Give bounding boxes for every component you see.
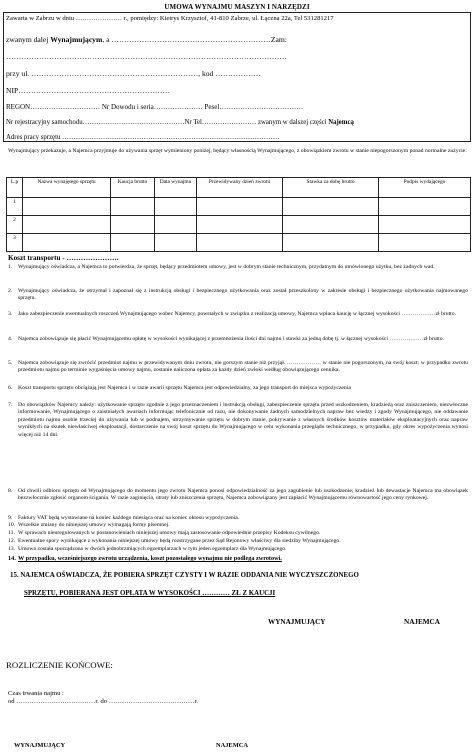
- clause-1: [8, 264, 468, 271]
- clause-7: [8, 402, 468, 439]
- regon-line: REGON………………………… Nr Dowodu i seria………………… Pesel………………………………: [6, 103, 304, 111]
- table-cell[interactable]: [23, 234, 111, 252]
- clause-number: 2.: [8, 288, 13, 294]
- clause-number: 14.: [8, 555, 16, 562]
- sign-lessor-label: WYNAJMUJĄCY: [268, 618, 326, 626]
- clause-5: [8, 360, 468, 375]
- table-cell[interactable]: [379, 198, 471, 216]
- clause-text: Wynajmujący oświadcza, że otrzymał i zapoznał się z instrukcją obsługi i bezpiecznego użytkowania oraz został przeszkolony w zakresie obsługi i bezpiecznego użytkowania najmowanego sprzętu.: [18, 288, 468, 302]
- clause-text: Wynajmujący oświadcza, a Najemca to potwierdza, że sprzęt, będący przedmiotem umowy, jest w dobrym stanie technicznym, przydatnym do umówionego użytku, bez żadnych wad.: [18, 264, 435, 270]
- col-header-daily-rate: Stawka za dobę brutto: [283, 178, 379, 198]
- clause-text: W przypadku, wcześniejszego zwrotu urządzenia, koszt pozostałego wynajmu nie podlega zwrotowi.: [18, 555, 282, 562]
- bottom-sign-lessee-label: NAJEMCA: [216, 742, 248, 749]
- clause-2: [8, 288, 468, 303]
- clause-text: Do obowiązków Najemcy należy: użytkowanie sprzętu zgodnie z jego przeznaczeniem i instrukcją obsługi, zabezpieczenie sprzętu przed uszkodzeniem, kradzieżą oraz zniszczeniem, niezwłoczne informowanie, Wynajmującego o zaistniałych awariach informując telefonicznie od razu, nie dokonywanie żadnych samodzielnych napraw bez wiedzy i zgody Wynajmującego, nie oddawanie przedmiotu najmu osobie trzeciej do używania lub w podnajem, utrzymywanie sprzętu w dobrym stanie, pokrywanie z własnych środków kosztów materiałów eksploatacyjnych oraz napraw wynikłych na skutek niewłaściwej eksploatacji, dostarczenie na swój koszt sprzętu do Wynajmującego w celu wykonania przeglądu technicznego, w przypadku, gdy okres wypożyczenia wynosi więcej niż 14 dni.: [18, 402, 468, 438]
- clause-10: [8, 522, 468, 529]
- address-street-line: przy ul. …………………………………………………………, kod ………………: [6, 69, 261, 78]
- clause-number: 11.: [8, 530, 15, 536]
- table-cell[interactable]: [111, 234, 155, 252]
- table-cell[interactable]: [379, 234, 471, 252]
- col-header-deposit: Kaucja brutto: [111, 178, 155, 198]
- table-cell[interactable]: [283, 234, 379, 252]
- clause-text: Faktury VAT będą wystawiane na koniec każdego miesiąca oraz na koniec okresu wypożyczenia.: [18, 515, 240, 521]
- page-title: UMOWA WYNAJMU MASZYN I NARZĘDZI: [164, 3, 310, 11]
- clause-number: 1.: [8, 264, 13, 270]
- table-cell[interactable]: [111, 198, 155, 216]
- clause-text: Ewentualne spory wynikające z wykonania niniejszej umowy będą rozstrzygane przez Sąd Rejonowy właściwy dla siedziby Wynajmującego.: [18, 538, 341, 544]
- table-cell[interactable]: [111, 216, 155, 234]
- table-cell[interactable]: [155, 234, 197, 252]
- clause-number: 3.: [8, 311, 13, 317]
- clause-14: [8, 555, 468, 562]
- bottom-sign-lessor-label: WYNAJMUJĄCY: [14, 742, 66, 749]
- header-line-1: Zawarta w Zabrzu w dniu ………………… r., pomiędzy: Kietrys Krzysztof, 41-810 Zabrze, ul. Łączna 22a, Tel 531281217: [6, 15, 334, 22]
- table-cell[interactable]: [197, 216, 283, 234]
- col-header-name: Nazwa wynajętego sprzętu: [23, 178, 111, 198]
- nip-line: NIP……………………………………………………: [6, 86, 171, 95]
- table-cell[interactable]: [379, 216, 471, 234]
- clause-3: [8, 311, 468, 318]
- clause-number: 12.: [8, 538, 16, 544]
- col-header-lp: L.p: [7, 178, 23, 198]
- header-line-3: …………………………………………………………………………………………………: [6, 52, 287, 61]
- work-address-line: Adres pracy sprzętu ……………………………………………………………………………………: [6, 134, 280, 141]
- clause-text: Najemca zobowiązuje się płacić Wynajmującemu opłatę w wysokości wynikającej z przemnożenia ilości dni najmu i stawki za jedną dobę tj. w łącznej wysokości ………………zł brutto.: [18, 336, 444, 342]
- clause-text: Koszt transportu sprzętu obciążają jest Najemca i w razie awarii sprzętu Najemca jest odpowiedzialny, za jego transport do miejsca wypożyczenia: [18, 385, 351, 391]
- clause-number: 5.: [8, 360, 13, 366]
- clause-number: 7.: [8, 402, 13, 408]
- table-header-row: [7, 178, 471, 198]
- vehicle-line-text: Nr rejestracyjny samochodu………………………………………Nr Tel…………………… zwanym w dalszej części: [6, 119, 329, 126]
- clause-12: [8, 538, 468, 545]
- clause-4: [8, 336, 468, 343]
- header-line-2-suffix: , a ………………………………………………………Zam:: [102, 35, 287, 44]
- transport-cost-heading: Koszt transportu - ………………….: [8, 254, 119, 262]
- header-line-2-prefix: zwanym dalej: [6, 35, 51, 44]
- clause-11: [8, 530, 468, 537]
- col-header-rent-date: Data wynajmu: [155, 178, 197, 198]
- clause-text: Od chwili odbioru sprzętu od Wynajmującego do momentu jego zwrotu Najemca ponosi odpowiedzialność za jego zagubienie lub uszkodzenie; kradzież lub dewastacje Najemca ma obowiązek bezzwłocznie zgłosić organom ścigania. W razie zaginięcia, utraty lub zniszczenia sprzętu, Najemca zobowiązany jest zapłacić Wynajmującemu równowartość jego ceny rynkowej.: [18, 488, 468, 502]
- clause-number: 10.: [8, 522, 16, 528]
- table-cell[interactable]: [155, 198, 197, 216]
- clause-text: W sprawach nieuregulowanych w postanowieniach niniejszej umowy mają zastosowanie odpowiednie przepisy Kodeksu cywilnego.: [18, 530, 321, 536]
- table-cell[interactable]: [283, 216, 379, 234]
- sign-lessee-label: NAJEMCA: [404, 618, 440, 626]
- clause-text: Najemca zobowiązuje się zwrócić przedmiot najmu w przewidywanym dniu zwrotu, nie gorszym stanie niż przyjął. ……………… w stanie nie pogorszonym, na swój koszt; w przypadku zwrotu przedmiotu najmu po terminie wygaśnięcia umowy najmu, zostanie naliczona opłata za każdy dzień zwłoki według obowiązującego cennika.: [18, 360, 468, 374]
- settlement-heading: ROZLICZENIE KOŃCOWE:: [6, 660, 113, 670]
- lessee-label: Najemcą: [328, 119, 354, 126]
- equipment-table: [6, 177, 471, 252]
- clause-6: [8, 385, 468, 392]
- clause-number: 9.: [8, 515, 13, 521]
- table-row: [7, 216, 471, 234]
- table-row: [7, 234, 471, 252]
- table-cell[interactable]: [23, 216, 111, 234]
- clause-13: [8, 546, 468, 553]
- clause-number: 8.: [8, 488, 13, 494]
- table-row: [7, 198, 471, 216]
- table-cell[interactable]: [197, 234, 283, 252]
- clause-8: [8, 488, 468, 503]
- clause-text: Wszelkie zmiany do niniejszej umowy wymagają formy pisemnej.: [18, 522, 170, 528]
- clause-15-line-2: SPRZĘTU, POBIERANA JEST OPŁATA W WYSOKOŚCI ………… ZŁ Z KAUCJI: [24, 590, 276, 597]
- row-number: 2: [7, 216, 23, 234]
- clause-number: 6.: [8, 385, 13, 391]
- row-number: 3: [7, 234, 23, 252]
- lessor-label: Wynajmującym: [50, 35, 103, 44]
- duration-line: od ………………………………r. do …………………………………r.: [8, 698, 198, 705]
- table-cell[interactable]: [197, 198, 283, 216]
- clause-text: Umowa została sporządzona w dwóch jednobrzmiących egzemplarzach w tym jeden egzemplarz dla Wynajmującego.: [18, 546, 287, 552]
- clause-text: Jako zabezpieczenie ewentualnych roszczeń Wynajmującego wobec Najemcy, powstałych w związku z realizacją umowy, Najemca wpłaca kaucję w łącznej wysokości ………………zł brutto.: [18, 311, 456, 317]
- table-cell[interactable]: [155, 216, 197, 234]
- header-line-2: [6, 35, 287, 44]
- clause-15-line-1: 15. NAJEMCA OŚWIADCZA, ŻE POBIERA SPRZĘT CZYSTY I W RAZIE ODDANIA NIE WYCZYSZCZONEGO: [10, 572, 359, 579]
- duration-label: Czas trwania najmu :: [8, 690, 64, 697]
- clause-number: 13.: [8, 546, 16, 552]
- intro-paragraph: Wynajmujący przekazuje, a Najemca przyjmuje do używania sprzęt wymieniony poniżej, będący własnością Wynajmującego, z obowiązkiem zwrotu w stanie niepogorszonym ponad normalne zużycie:: [8, 148, 467, 154]
- table-cell[interactable]: [283, 198, 379, 216]
- row-number: 1: [7, 198, 23, 216]
- col-header-signature: Podpis wydającego: [379, 178, 471, 198]
- col-header-return-date: Przewidywany dzień zwrotu: [197, 178, 283, 198]
- table-cell[interactable]: [23, 198, 111, 216]
- clause-number: 4.: [8, 336, 13, 342]
- vehicle-line: [6, 119, 354, 126]
